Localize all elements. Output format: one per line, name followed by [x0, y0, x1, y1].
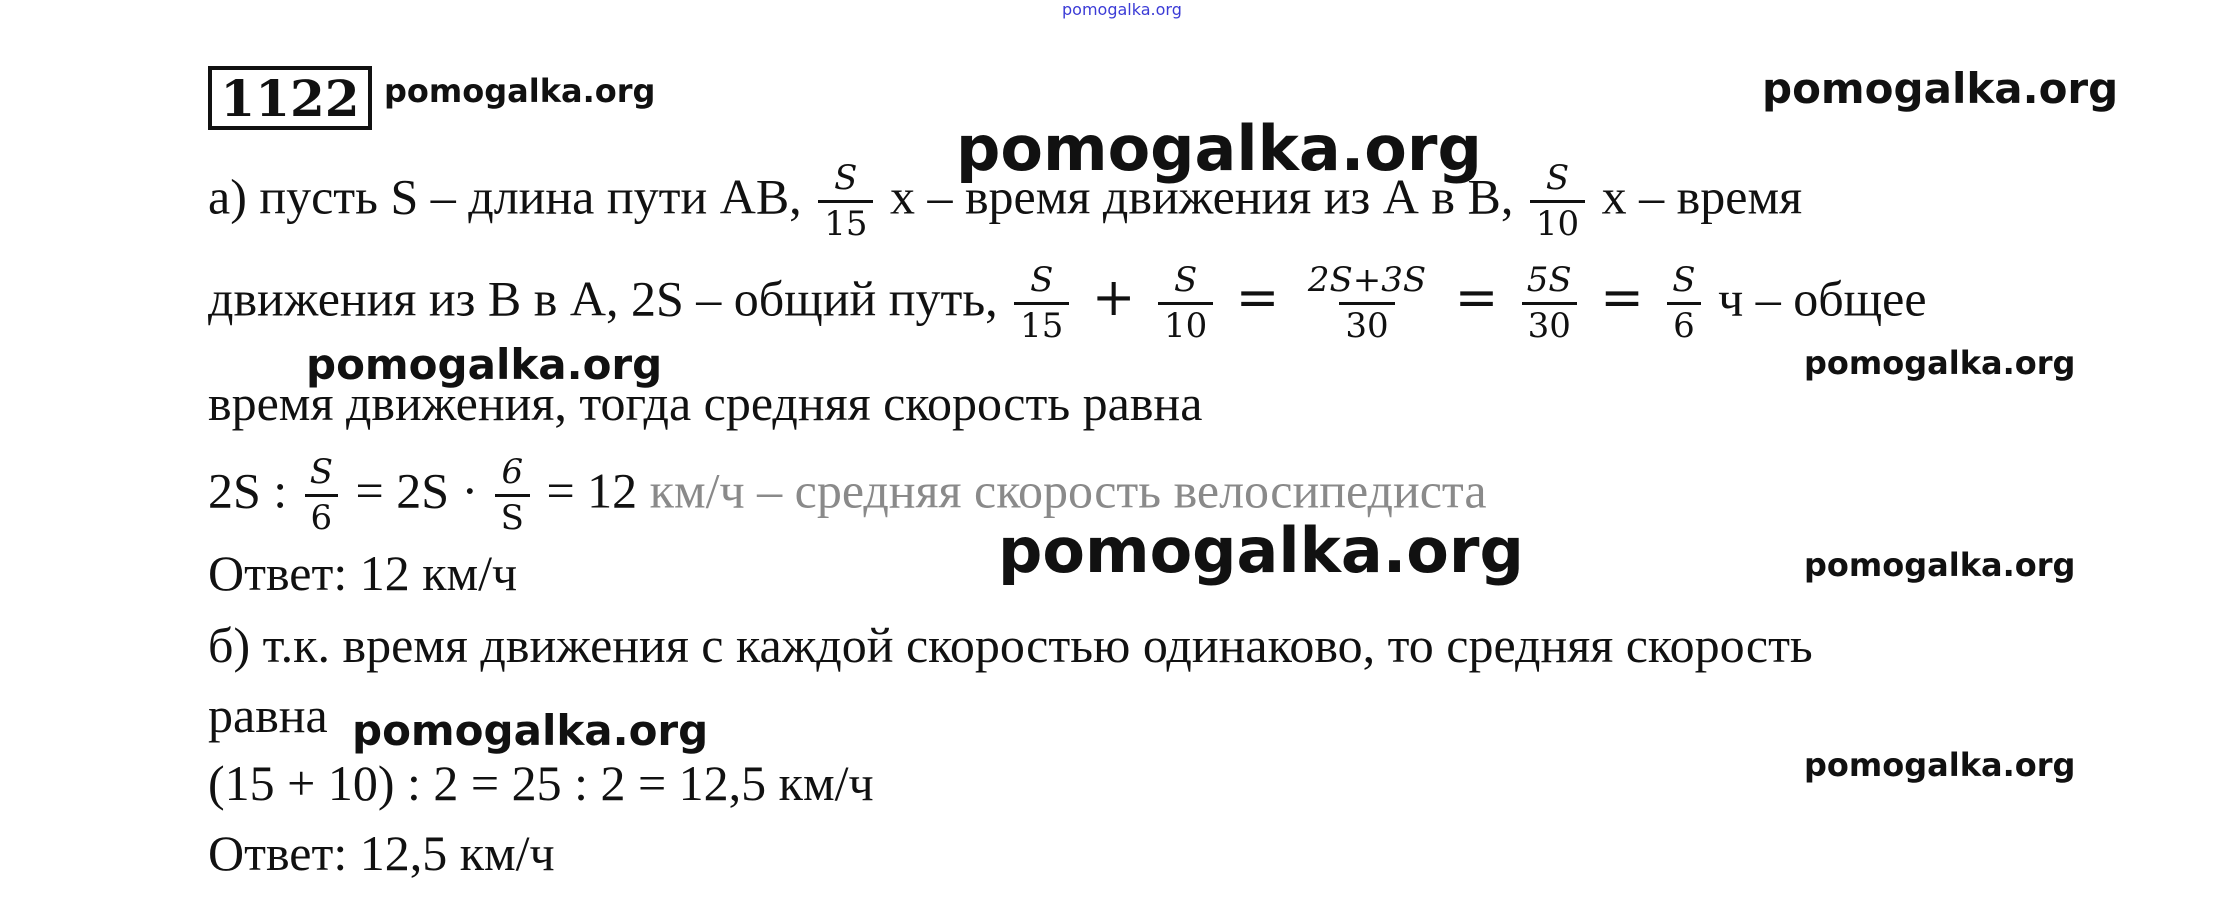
fraction-numerator: S: [1672, 260, 1696, 300]
problem-number: 1122: [208, 66, 372, 130]
fraction-s-15: [1014, 262, 1069, 346]
fraction-denominator: 15: [1014, 302, 1069, 345]
fraction-s-6: [1666, 262, 1701, 346]
watermark-large-1: pomogalka.org: [956, 112, 1482, 185]
part-a-line3-text: время движения, тогда средняя скорость равна: [208, 375, 1203, 431]
part-a-answer: Ответ: 12 км/ч: [208, 545, 518, 601]
fraction-denominator: 30: [1339, 302, 1394, 345]
part-a-line2-text1: движения из В в А, 2S – общий путь,: [208, 270, 998, 327]
equals-sign: =: [1235, 268, 1280, 329]
watermark-6: pomogalka.org: [352, 706, 709, 755]
header-watermark-right: pomogalka.org: [1762, 64, 2119, 113]
part-a-line4-text4: км/ч – средняя скорость велосипедиста: [649, 462, 1487, 519]
watermark-large-2: pomogalka.org: [998, 514, 1524, 587]
part-b-line-2: равна: [208, 687, 328, 743]
fraction-numerator: 6: [501, 452, 524, 492]
fraction-numerator: 5S: [1526, 260, 1572, 300]
part-a-line-2: [208, 262, 1927, 346]
plus-sign: +: [1091, 268, 1136, 329]
fraction-denominator: 10: [1158, 302, 1213, 345]
part-a-line1-text1: а) пусть S – длина пути AB,: [208, 168, 802, 225]
part-a-line1-text2: x – время движения из А в В,: [889, 168, 1514, 225]
part-a-line1-text3: x – время: [1601, 168, 1803, 225]
part-a-line4-text1: 2S :: [208, 462, 288, 519]
watermark-2: pomogalka.org: [306, 340, 663, 389]
part-b-line-1: б) т.к. время движения с каждой скоростью одинаково, то средняя скорость: [208, 617, 1813, 673]
fraction-numerator: 2S+3S: [1307, 260, 1427, 300]
part-a-line2-text2: ч – общее: [1718, 270, 1927, 327]
part-a-line-3: [208, 375, 1203, 431]
watermark-5: pomogalka.org: [1804, 546, 2076, 584]
fraction-s-15: [818, 160, 873, 244]
fraction-numerator: S: [834, 158, 858, 198]
part-b-line-3: (15 + 10) : 2 = 25 : 2 = 12,5 км/ч: [208, 755, 874, 811]
fraction-2s-3s-30: [1302, 262, 1432, 346]
fraction-s-10: [1530, 160, 1585, 244]
fraction-denominator: 6: [1667, 302, 1701, 345]
equals-sign: =: [1454, 268, 1499, 329]
fraction-denominator: 15: [818, 200, 873, 243]
top-watermark: pomogalka.org: [1062, 0, 1182, 19]
part-a-line4-text2: = 2S ·: [355, 462, 479, 519]
fraction-denominator: S: [495, 494, 530, 537]
part-a-line-1: [208, 160, 1802, 244]
watermark-3: pomogalka.org: [1804, 344, 2076, 382]
watermark-7: pomogalka.org: [1804, 746, 2076, 784]
fraction-5s-30: [1521, 262, 1578, 346]
equals-sign: =: [1600, 268, 1644, 329]
fraction-6-s: [495, 454, 530, 538]
fraction-s-6: [304, 454, 339, 538]
fraction-numerator: S: [1545, 158, 1570, 198]
header-watermark-small: pomogalka.org: [384, 72, 656, 110]
fraction-denominator: 10: [1530, 200, 1585, 243]
fraction-numerator: S: [309, 452, 333, 492]
part-b-answer: Ответ: 12,5 км/ч: [208, 825, 555, 881]
fraction-numerator: S: [1030, 260, 1054, 300]
fraction-numerator: S: [1173, 260, 1198, 300]
fraction-denominator: 30: [1522, 302, 1577, 345]
fraction-s-10: [1158, 262, 1213, 346]
fraction-denominator: 6: [305, 494, 339, 537]
part-a-line4-text3: = 12: [546, 462, 638, 519]
